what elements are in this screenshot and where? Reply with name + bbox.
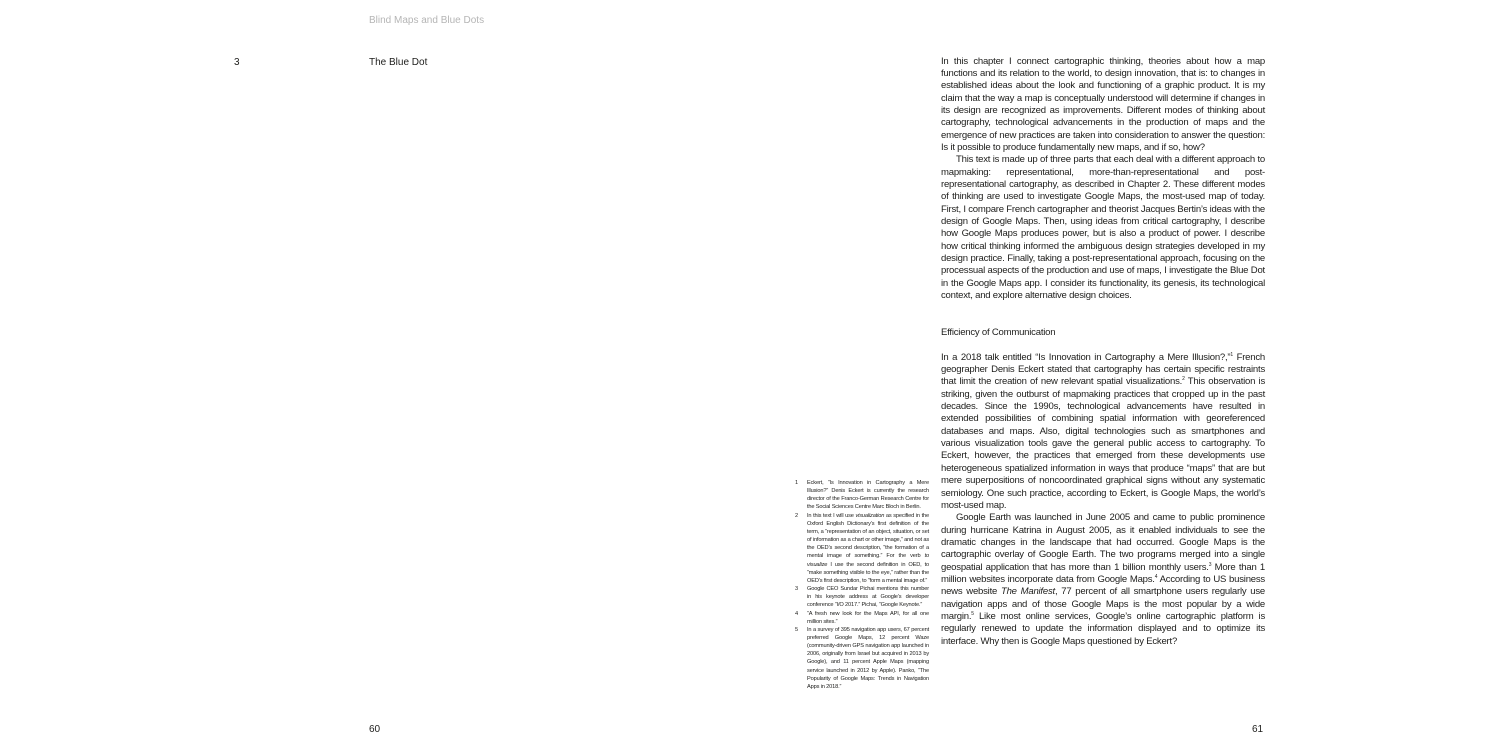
footnote-text: Eckert, “Is Innovation in Cartography a Mere Illusion?” Denis Eckert is currently the research director of the Franco-German Research Centre for the Social Sciences Centre Marc Bloch in Berlin. [807, 480, 929, 511]
publication-title: The Manifest [1000, 586, 1055, 598]
footnote-number: 2 [795, 512, 798, 519]
chapter-title: The Blue Dot [369, 57, 428, 68]
paragraph: In a 2018 talk entitled “Is Innovation in Cartography a Mere Illusion?,”$^1$ French geographer Denis Eckert stated that cartography has certain specific restraints that limit the creation of new relevant spatial visualizations.$^2$ This observation is striking, given the outburst of mapmaking practices that cropped up in the past decades. Since the 1990s, technological advancements have resulted in extended possibilities of combining spatial information with georeferenced databases and maps. Also, digital technologies such as smartphones and various visualization tools gave the general public access to cartography. To Eckert, however, the practices that emerged from these developments use heterogeneous spatialized information in ways that produce “maps” that are but mere superpositions of noncoordinated graphical signs without any systematic semiology. One such practice, according to Eckert, is Google Maps, the world’s most-used map. [941, 351, 1265, 511]
body-text-column [941, 56, 1265, 648]
paragraph: Google Earth was launched in June 2005 and came to public prominence during hurricane Katrina in August 2005, as it enabled individuals to see the dramatic changes in the landscape that had occurred. Google Maps is the cartographic overlay of Google Earth. The two programs merged into a single geospatial application that has more than 1 billion monthly users.$^3$ More than 1 million websites incorporate data from Google Maps.$^4$ According to US business news website The Manifest, 77 percent of all smartphone users regularly use navigation apps and of those Google Maps is the most popular by a wide margin.$^5$ Like most online services, Google’s online cartographic platform is regularly renewed to update the information displayed and to optimize its interface. Why then is Google Maps questioned by Eckert? [941, 512, 1265, 647]
footnote-text: In a survey of 395 navigation app users, 67 percent preferred Google Maps, 12 percent Waze (community-driven GPS navigation app launched in 2006, originally from Israel but acquired in 2013 by Google), and 11 percent Apple Maps (mapping service launched in 2012 by Apple). Panko, “The Popularity of Google Maps: Trends in Navigation Apps in 2018.” [807, 626, 929, 690]
chapter-number: 3 [234, 57, 240, 68]
page-number-right: 61 [1252, 724, 1264, 735]
footnote-text: In this text I will use visualization as specified in the Oxford English Dictionary’s first definition of the term, a “representation of an object, situation, or set of information as a chart or other image,” and not as the OED’s second description, “the formation of a mental image of something.” For the verb to visualize I use the second definition in OED, to “make something visible to the eye,” rather than the OED’s first description, to “form a mental image of.” [807, 512, 929, 584]
footnote-ref: 4 [1154, 573, 1158, 580]
footnote-text: Google CEO Sundar Pichai mentions this number in his keynote address at Google’s developer conference “I/O 2017.” Pichai, “Google Keynote.” [807, 586, 929, 609]
footnote [795, 512, 929, 585]
footnote [795, 479, 929, 512]
footnote [795, 610, 929, 626]
footnote-number: 5 [795, 626, 798, 633]
running-head: Blind Maps and Blue Dots [369, 15, 485, 26]
footnote-text: “A fresh new look for the Maps API, for all one million sites.” [807, 610, 929, 625]
footnote-ref: 5 [971, 610, 974, 617]
paragraph: In this chapter I connect cartographic thinking, theories about how a map functions and its relation to the world, to design innovation, that is: to changes in established ideas about the look and functioning of a graphic product. It is my claim that the way a map is conceptually understood will determine if changes in its design are recognized as improvements. Different modes of thinking about cartography, technological advancements in the production of maps and the emergence of new practices are taken into consideration to answer the question: Is it possible to produce fundamentally new maps, and if so, how? [941, 55, 1265, 153]
footnote-ref: 3 [1208, 561, 1212, 568]
footnote [795, 585, 929, 609]
footnote-ref: 2 [1182, 376, 1185, 383]
page-number-left: 60 [369, 724, 381, 735]
footnotes [795, 479, 929, 691]
footnote-number: 4 [795, 610, 798, 617]
footnote-ref: 1 [1230, 351, 1233, 358]
section-heading: Efficiency of Communication [941, 327, 1056, 339]
footnote-number: 3 [795, 586, 798, 593]
footnote-number: 1 [795, 480, 798, 486]
footnote [795, 626, 929, 691]
paragraph: This text is made up of three parts that each deal with a different approach to mapmaking: representational, more-than-representational and post-representational cartography, as described in Chapter 2. These different modes of thinking are used to investigate Google Maps, the most-used map of today. First, I compare French cartographer and theorist Jacques Bertin’s ideas with the design of Google Maps. Then, using ideas from critical cartography, I describe how Google Maps produces power, but is also a product of power. I describe how critical thinking informed the ambiguous design strategies developed in my design practice. Finally, taking a post-representational approach, focusing on the processual aspects of the production and use of maps, I investigate the Blue Dot in the Google Maps app. I consider its functionality, its genesis, its technological context, and explore alternative design choices. [941, 154, 1265, 302]
